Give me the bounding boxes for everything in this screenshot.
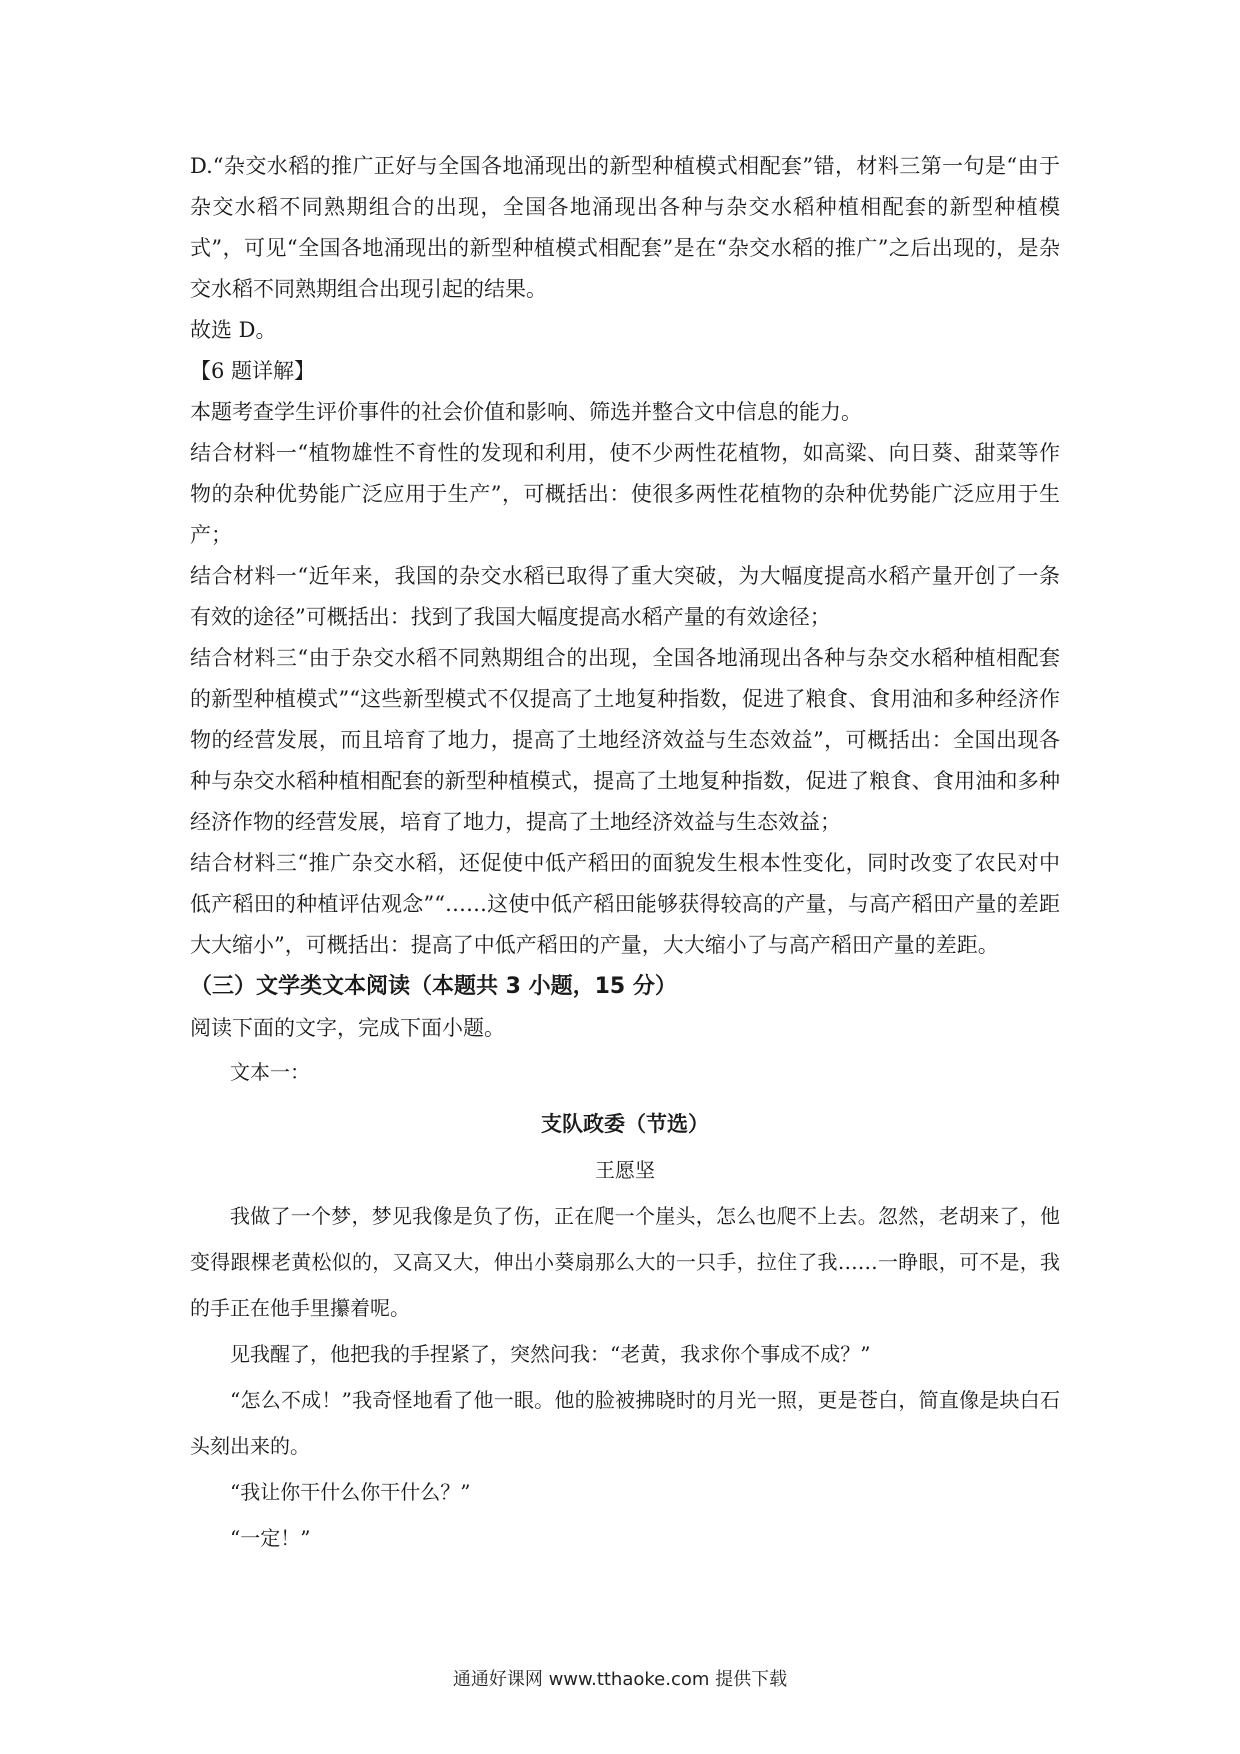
q6-point-2: 结合材料一“近年来，我国的杂交水稻已取得了重大突破，为大幅度提高水稻产量开创了一条有效的途径”可概括出：找到了我国大幅度提高水稻产量的有效途径； <box>190 564 1060 629</box>
analysis-option-d: D.“杂交水稻的推广正好与全国各地涌现出的新型种植模式相配套”错，材料三第一句是“由于杂交水稻不同熟期组合的出现，全国各地涌现出各种与杂交水稻种植相配套的新型种植模式”，可见“全国各地涌现出的新型种植模式相配套”是在“杂交水稻的推广”之后出现的，是杂交水稻不同熟期组合出现引起的结果。 <box>190 154 1060 301</box>
story-paragraph-1: 我做了一个梦，梦见我像是负了伤，正在爬一个崖头，怎么也爬不上去。忽然，老胡来了，他变得跟棵老黄松似的，又高又大，伸出小葵扇那么大的一只手，拉住了我……一睁眼，可不是，我的手正在他手里攥着呢。 <box>190 1204 1060 1320</box>
q6-point-3: 结合材料三“由于杂交水稻不同熟期组合的出现，全国各地涌现出各种与杂交水稻种植相配套的新型种植模式”“这些新型模式不仅提高了土地复种指数，促进了粮食、食用油和多种经济作物的经营发展，而且培育了地力，提高了土地经济效益与生态效益”，可概括出：全国出现各种与杂交水稻种植相配套的新型种植模式，提高了土地复种指数，促进了粮食、食用油和多种经济作物的经营发展，培育了地力，提高了土地经济效益与生态效益； <box>190 646 1060 834</box>
section-instruction: 阅读下面的文字，完成下面小题。 <box>190 1016 505 1040</box>
q6-point-4: 结合材料三“推广杂交水稻，还促使中低产稻田的面貌发生根本性变化，同时改变了农民对中低产稻田的种植评估观念”“……这使中低产稻田能够获得较高的产量，与高产稻田产量的差距大大缩小”，可概括出：提高了中低产稻田的产量，大大缩小了与高产稻田产量的差距。 <box>190 851 1060 957</box>
story-paragraph-5: “一定！” <box>230 1526 311 1550</box>
text-label: 文本一： <box>230 1060 310 1084</box>
story-paragraph-4: “我让你干什么你干什么？” <box>230 1480 471 1504</box>
page-content <box>190 146 1060 1561</box>
q6-intro: 本题考查学生评价事件的社会价值和影响、筛选并整合文中信息的能力。 <box>190 400 862 424</box>
q6-header: 【6 题详解】 <box>190 359 316 383</box>
q6-point-1: 结合材料一“植物雄性不育性的发现和利用，使不少两性花植物，如高粱、向日葵、甜菜等作物的杂种优势能广泛应用于生产”，可概括出：使很多两性花植物的杂种优势能广泛应用于生产； <box>190 441 1060 547</box>
story-paragraph-3: “怎么不成！”我奇怪地看了他一眼。他的脸被拂晓时的月光一照，更是苍白，简直像是块白石头刻出来的。 <box>190 1388 1060 1458</box>
story-paragraph-2: 见我醒了，他把我的手捏紧了，突然问我：“老黄，我求你个事成不成？” <box>230 1342 871 1366</box>
story-author: 王愿坚 <box>595 1158 655 1182</box>
story-title: 支队政委（节选） <box>541 1111 709 1136</box>
section-heading: （三）文学类文本阅读（本题共 3 小题，15 分） <box>190 974 677 999</box>
page-footer: 通通好课网 www.tthaoke.com 提供下载 <box>452 1669 788 1690</box>
answer-line: 故选 D。 <box>190 318 277 342</box>
